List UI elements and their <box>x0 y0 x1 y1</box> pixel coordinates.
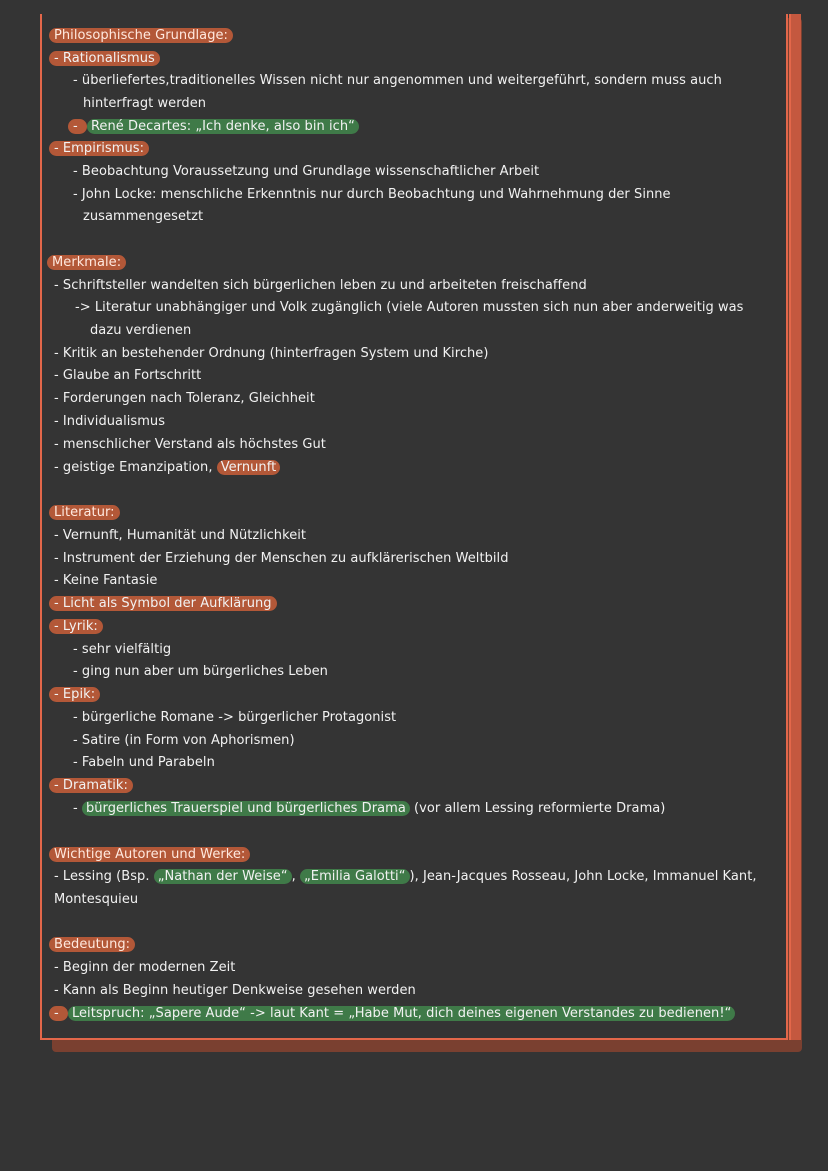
merkmale-item-3: - Glaube an Fortschritt <box>54 368 202 383</box>
literatur-item-4: - Licht als Symbol der Aufklärung <box>54 596 277 612</box>
literatur-item-2: - Instrument der Erziehung der Menschen zu aufklärerischen Weltbild <box>54 551 509 566</box>
merkmale-item-5: - Individualismus <box>54 414 166 429</box>
literatur-epik: - Epik: <box>54 687 100 703</box>
heading-bedeutung: Bedeutung: <box>54 937 135 953</box>
literatur-lyrik: - Lyrik: <box>54 619 103 635</box>
empirismus-bullet-2a: - John Locke: menschliche Erkenntnis nur durch Beobachtung und Wahrnehmung der Sinne <box>73 187 671 202</box>
item-empirismus: - Empirismus: <box>54 141 149 157</box>
bedeutung-item-2: - Kann als Beginn heutiger Denkweise gesehen werden <box>54 983 416 998</box>
bedeutung-item-1: - Beginn der modernen Zeit <box>54 960 236 975</box>
merkmale-item-7: - geistige Emanzipation, Vernunft <box>54 460 280 476</box>
epik-bullet-3: - Fabeln und Parabeln <box>73 755 215 770</box>
rationalismus-bullet-1b: hinterfragt werden <box>83 96 207 111</box>
lyrik-bullet-2: - ging nun aber um bürgerliches Leben <box>73 664 328 679</box>
empirismus-bullet-1: - Beobachtung Voraussetzung und Grundlage wissenschaftlicher Arbeit <box>73 164 540 179</box>
merkmale-item-1-sub-a: -> Literatur unabhängiger und Volk zugänglich (viele Autoren mussten sich nun aber anderweitig was <box>75 300 744 315</box>
heading-philosophische-grundlage: Philosophische Grundlage: <box>54 28 233 44</box>
literatur-dramatik: - Dramatik: <box>54 778 133 794</box>
empirismus-bullet-2b: zusammengesetzt <box>83 209 204 224</box>
autoren-line-1: - Lessing (Bsp. „Nathan der Weise“ , „Emilia Galotti“ ), Jean-Jacques Rosseau, John Locke, Immanuel Kant, <box>54 869 757 884</box>
epik-bullet-2: - Satire (in Form von Aphorismen) <box>73 733 295 748</box>
heading-literatur: Literatur: <box>54 505 120 521</box>
literatur-item-1: - Vernunft, Humanität und Nützlichkeit <box>54 528 307 543</box>
heading-wichtige-autoren: Wichtige Autoren und Werke: <box>54 847 250 863</box>
literatur-item-3: - Keine Fantasie <box>54 573 158 588</box>
dramatik-bullet-1: - bürgerliches Trauerspiel und bürgerliches Drama (vor allem Lessing reformierte Drama) <box>73 801 666 816</box>
card-accent-bar <box>789 14 801 1040</box>
merkmale-item-6: - menschlicher Verstand als höchstes Gut <box>54 437 326 452</box>
autoren-line-2: Montesquieu <box>54 892 139 907</box>
merkmale-item-4: - Forderungen nach Toleranz, Gleichheit <box>54 391 315 406</box>
rationalismus-bullet-1a: - überliefertes,traditionelles Wissen nicht nur angenommen und weitergeführt, sondern muss auch <box>73 73 722 88</box>
lyrik-bullet-1: - sehr vielfältig <box>73 642 172 657</box>
merkmale-item-1: - Schriftsteller wandelten sich bürgerlichen leben zu und arbeiteten freischaffend <box>54 278 587 293</box>
merkmale-item-2: - Kritik an bestehender Ordnung (hinterfragen System und Kirche) <box>54 346 489 361</box>
rationalismus-bullet-2: - René Decartes: „Ich denke, also bin ich“ <box>73 119 359 135</box>
heading-merkmale: Merkmale: <box>52 255 126 271</box>
merkmale-item-1-sub-b: dazu verdienen <box>90 323 192 338</box>
epik-bullet-1: - bürgerliche Romane -> bürgerlicher Protagonist <box>73 710 397 725</box>
item-rationalismus: - Rationalismus <box>54 51 160 67</box>
bedeutung-item-3: - Leitspruch: „Sapere Aude“ -> laut Kant = „Habe Mut, dich deines eigenen Verstandes zu bedienen!“ <box>54 1006 735 1022</box>
